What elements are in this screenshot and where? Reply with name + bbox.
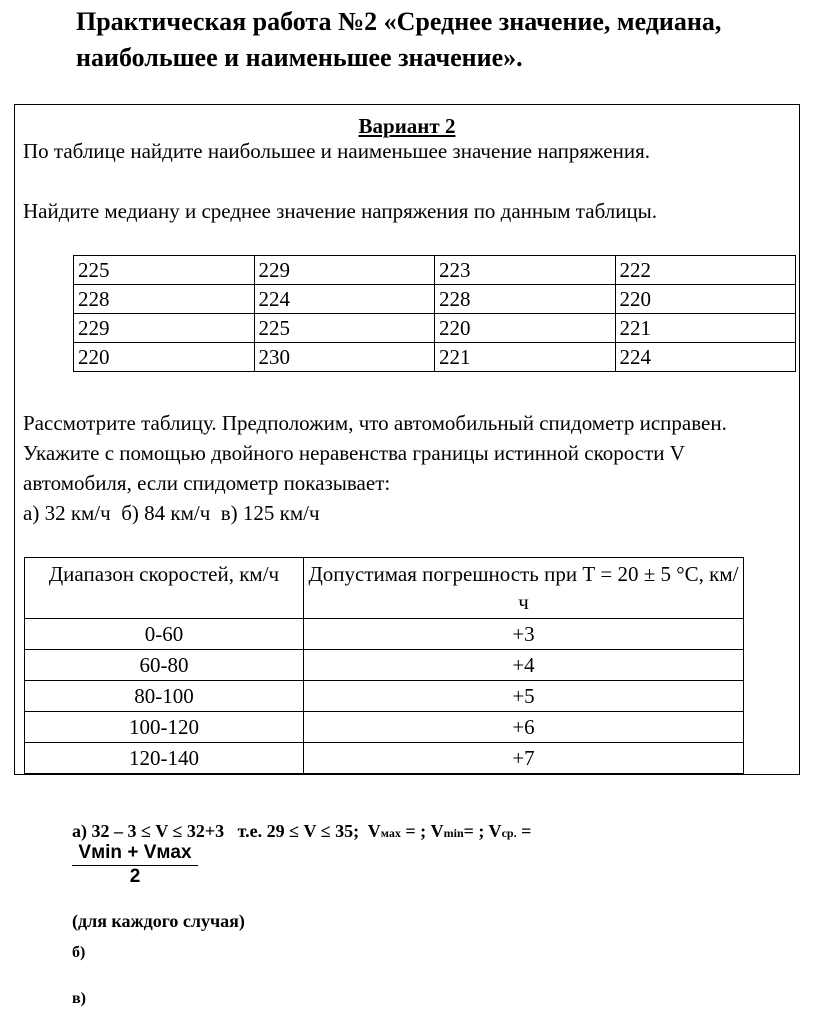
answer-a-tail: =: [516, 821, 532, 841]
voltage-cell: 221: [615, 314, 796, 343]
page-title: Практическая работа №2 «Среднее значение, медиана, наибольшее и наименьшее значение».: [76, 7, 722, 72]
voltage-cell: 220: [435, 314, 616, 343]
speed-range-cell: 100-120: [25, 712, 304, 743]
answer-v-label: в): [72, 990, 86, 1007]
speed-error-header: Допустимая погрешность при Т = 20 ± 5 °С, км/ч: [304, 558, 744, 619]
voltage-table: [73, 255, 796, 372]
speed-error-table: [24, 557, 744, 774]
speed-row: [25, 650, 744, 681]
answer-note: (для каждого случая): [72, 911, 245, 931]
task-3-text: [23, 408, 793, 528]
voltage-row: [74, 343, 796, 372]
answer-a-mid1: = ; V: [400, 821, 444, 841]
speed-error-cell: +3: [304, 619, 744, 650]
speed-error-cell: +5: [304, 681, 744, 712]
speed-range-cell: 80-100: [25, 681, 304, 712]
voltage-cell: 229: [254, 256, 435, 285]
variant-heading: Вариант 2: [358, 114, 456, 138]
speed-row: [25, 743, 744, 774]
voltage-row: [74, 314, 796, 343]
speed-table-header-row: [25, 558, 744, 619]
voltage-cell: 229: [74, 314, 255, 343]
speed-error-cell: +6: [304, 712, 744, 743]
voltage-cell: 220: [615, 285, 796, 314]
sub-avg: ср.: [501, 826, 517, 840]
speed-range-cell: 120-140: [25, 743, 304, 774]
answer-a-main: а) 32 – 3 ≤ V ≤ 32+3 т.е. 29 ≤ V ≤ 35; V: [72, 821, 381, 841]
task-2-text: Найдите медиану и среднее значение напряжения по данным таблицы.: [23, 199, 658, 223]
voltage-cell: 221: [435, 343, 616, 372]
speed-row: [25, 712, 744, 743]
speed-row: [25, 619, 744, 650]
voltage-cell: 228: [435, 285, 616, 314]
voltage-cell: 225: [74, 256, 255, 285]
voltage-row: [74, 285, 796, 314]
voltage-cell: 220: [74, 343, 255, 372]
voltage-cell: 224: [615, 343, 796, 372]
voltage-cell: 224: [254, 285, 435, 314]
answer-b-label: б): [72, 944, 86, 961]
voltage-cell: 222: [615, 256, 796, 285]
speed-range-cell: 0-60: [25, 619, 304, 650]
voltage-row: [74, 256, 796, 285]
sub-max: мах: [380, 826, 401, 840]
task-3-description: Рассмотрите таблицу. Предположим, что автомобильный спидометр исправен. Укажите с помощью двойного неравенства границы истинной скорости V автомобиля, если спидометр показывает:: [23, 411, 727, 495]
speed-range-header: Диапазон скоростей, км/ч: [25, 558, 304, 619]
voltage-cell: 228: [74, 285, 255, 314]
answer-line-a: [72, 820, 531, 844]
speed-row: [25, 681, 744, 712]
speed-range-cell: 60-80: [25, 650, 304, 681]
formula-numerator: Vмin + Vмax: [72, 842, 198, 866]
voltage-cell: 225: [254, 314, 435, 343]
answer-a-mid2: = ; V: [463, 821, 502, 841]
voltage-cell: 230: [254, 343, 435, 372]
formula-denominator: 2: [129, 866, 141, 887]
variant-box: [14, 104, 800, 775]
speed-error-cell: +7: [304, 743, 744, 774]
average-formula: [72, 842, 198, 888]
sub-min: min: [443, 826, 464, 840]
task-3-cases: а) 32 км/ч б) 84 км/ч в) 125 км/ч: [23, 501, 320, 525]
task-1-text: По таблице найдите наибольшее и наименьшее значение напряжения.: [23, 139, 650, 163]
voltage-cell: 223: [435, 256, 616, 285]
speed-error-cell: +4: [304, 650, 744, 681]
